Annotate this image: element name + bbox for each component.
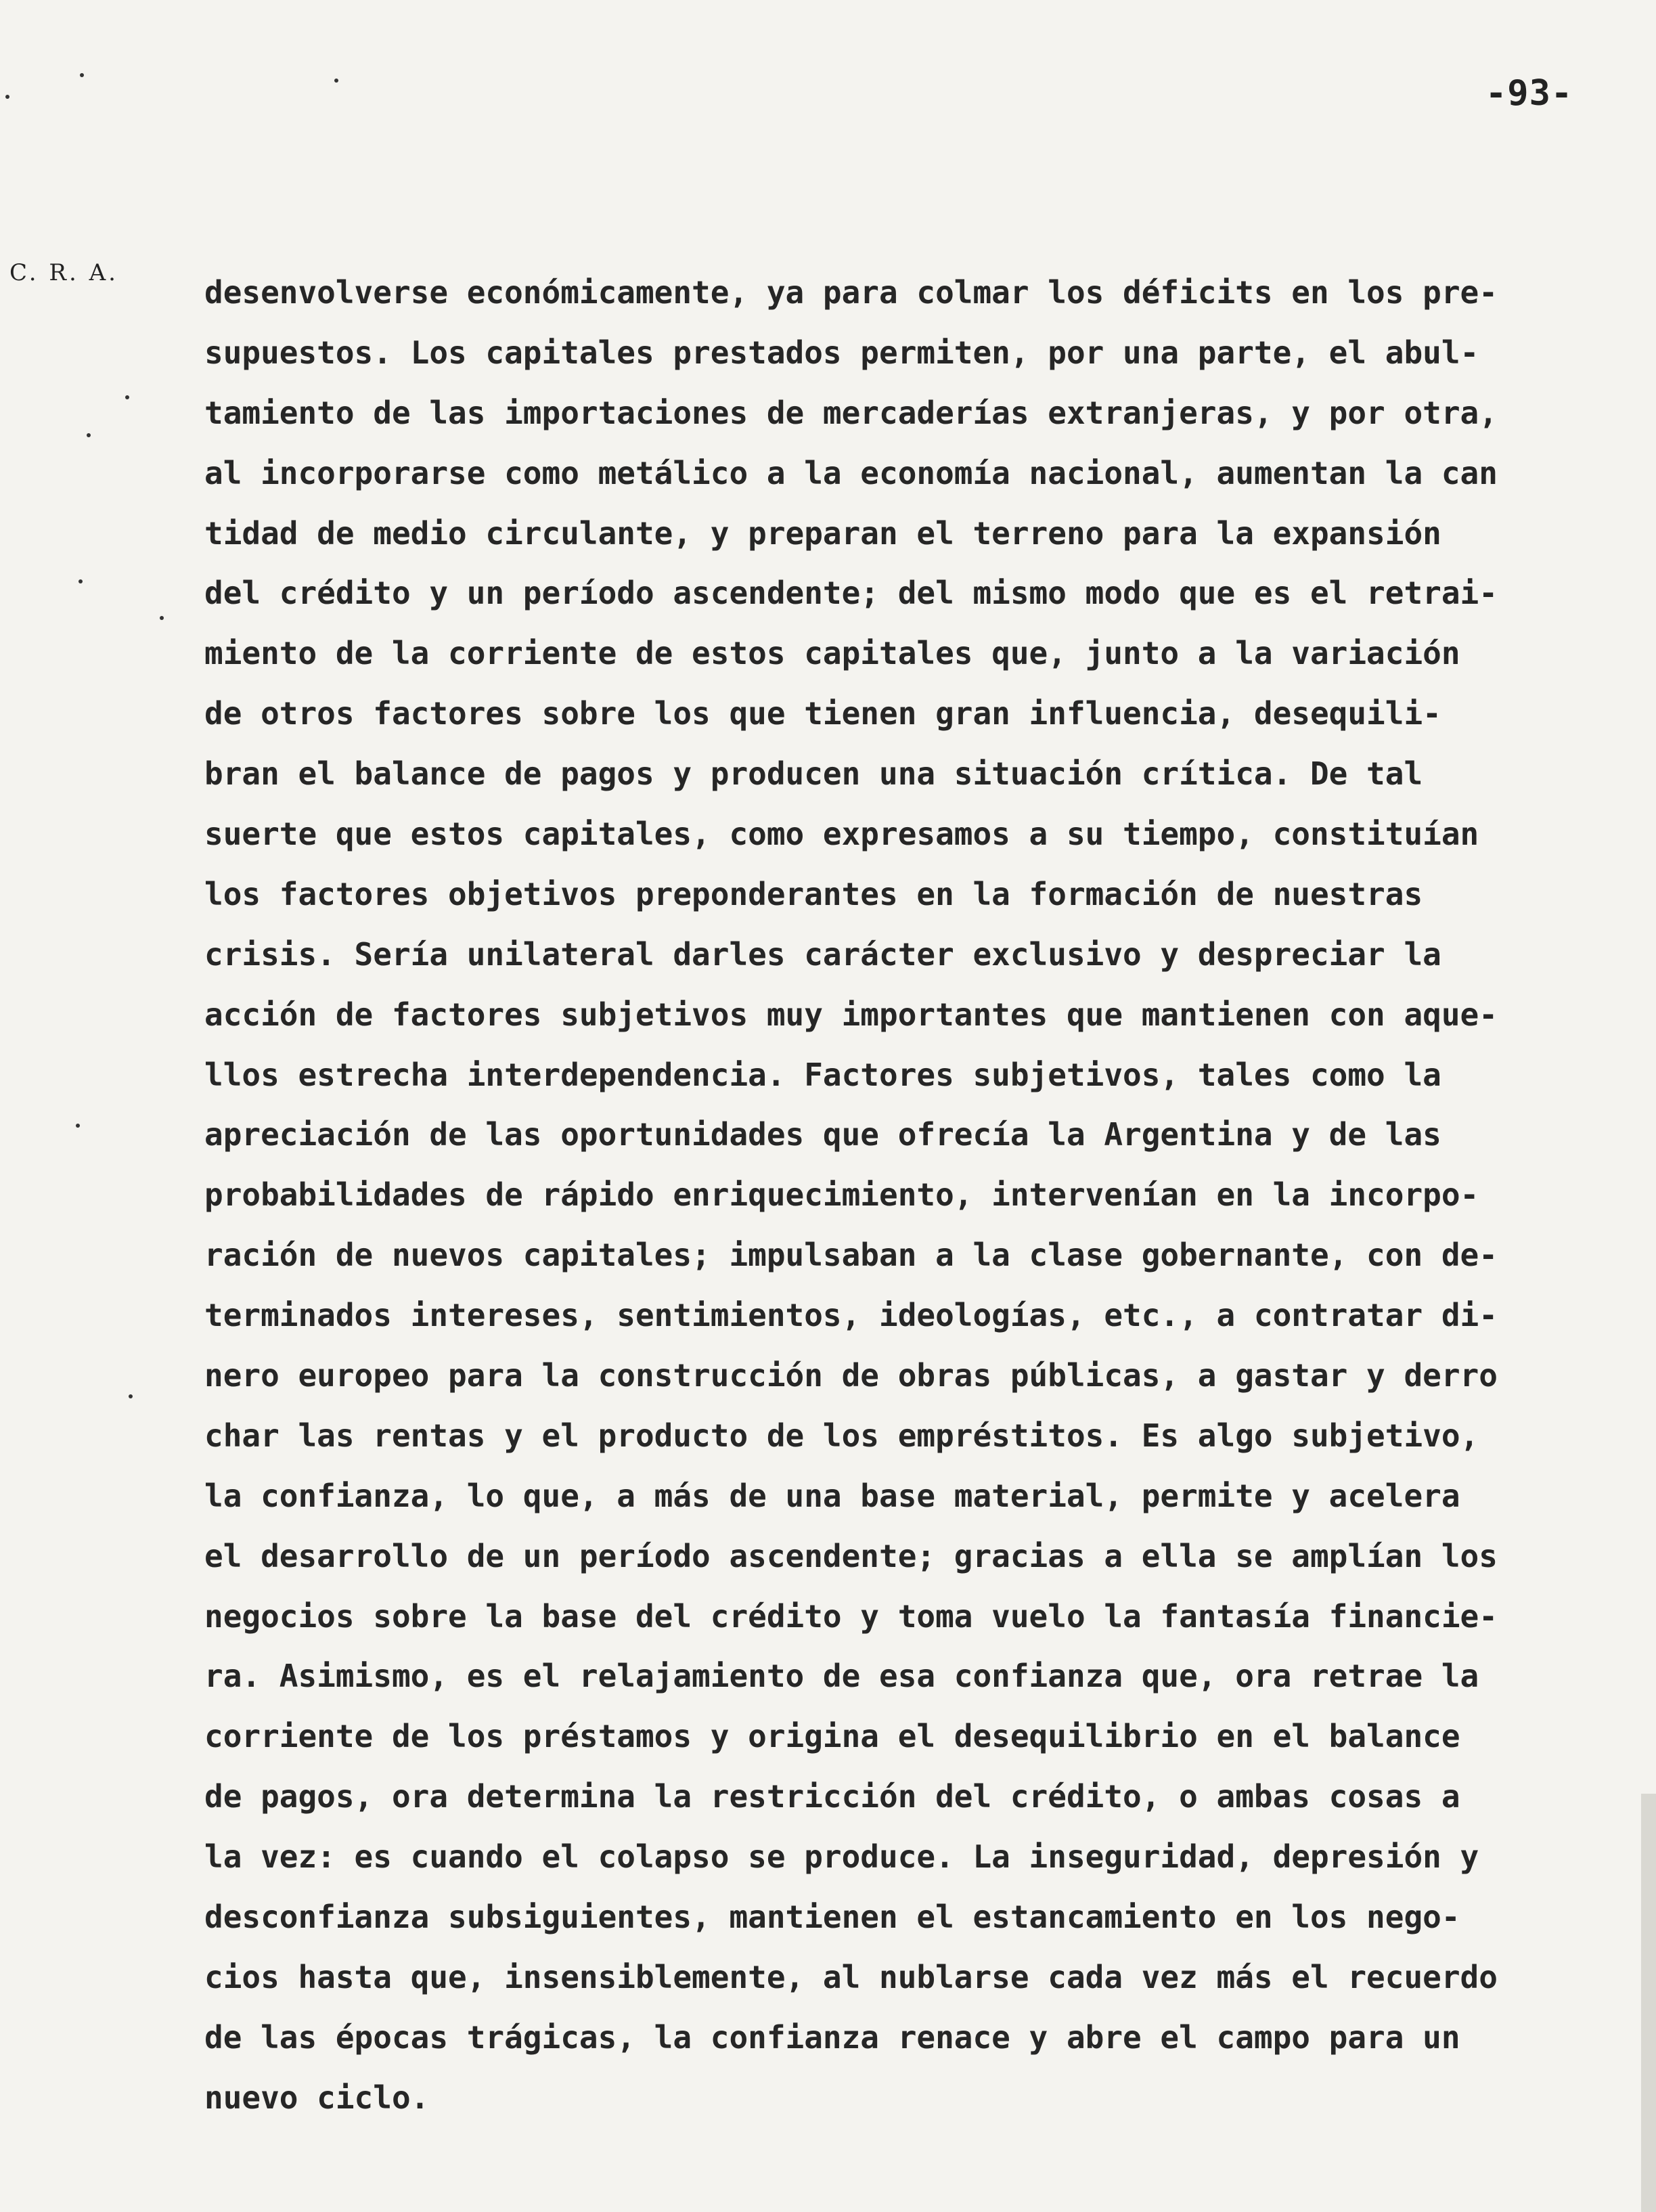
text-line: corriente de los préstamos y origina el desequilibrio en el balance — [204, 1718, 1460, 1755]
scan-speck — [160, 616, 164, 620]
text-line: ra. Asimismo, es el relajamiento de esa confianza que, ora retrae la — [204, 1658, 1479, 1695]
text-line: nero europeo para la construcción de obras públicas, a gastar y derro — [204, 1357, 1498, 1394]
scan-speck — [125, 395, 129, 399]
page-number: -93- — [1485, 73, 1573, 114]
text-line: llos estrecha interdependencia. Factores subjetivos, tales como la — [204, 1056, 1441, 1093]
text-line: crisis. Sería unilateral darles carácter exclusivo y despreciar la — [204, 935, 1441, 973]
scan-speck — [5, 95, 9, 99]
text-line: al incorporarse como metálico a la economía nacional, aumentan la can — [204, 454, 1498, 491]
text-line: la vez: es cuando el colapso se produce. La inseguridad, depresión y — [204, 1838, 1479, 1876]
text-line: ración de nuevos capitales; impulsaban a la clase gobernante, con de- — [204, 1237, 1498, 1274]
text-line: negocios sobre la base del crédito y toma vuelo la fantasía financie- — [204, 1597, 1498, 1635]
scan-speck — [129, 1394, 133, 1398]
text-line: char las rentas y el producto de los empréstitos. Es algo subjetivo, — [204, 1417, 1479, 1454]
text-line: supuestos. Los capitales prestados permiten, por una parte, el abul- — [204, 334, 1479, 371]
text-line: tidad de medio circulante, y preparan el terreno para la expansión — [204, 514, 1441, 552]
scan-speck — [79, 579, 83, 583]
text-line: del crédito y un período ascendente; del mismo modo que es el retrai- — [204, 575, 1498, 612]
text-line: nuevo ciclo. — [204, 2079, 430, 2116]
text-line: los factores objetivos preponderantes en la formación de nuestras — [204, 875, 1423, 912]
text-line: miento de la corriente de estos capitales que, junto a la variación — [204, 635, 1460, 672]
text-line: cios hasta que, insensiblemente, al nublarse cada vez más el recuerdo — [204, 1958, 1498, 1995]
scan-speck — [87, 433, 91, 437]
text-line: probabilidades de rápido enriquecimiento, intervenían en la incorpo- — [204, 1176, 1479, 1214]
text-line: el desarrollo de un período ascendente; gracias a ella se amplían los — [204, 1537, 1498, 1574]
body-text — [204, 263, 1653, 2128]
scan-speck — [334, 79, 338, 83]
text-line: desenvolverse económicamente, ya para colmar los déficits en los pre- — [204, 274, 1498, 311]
text-line: de pagos, ora determina la restricción del crédito, o ambas cosas a — [204, 1778, 1460, 1815]
text-line: desconfianza subsiguientes, mantienen el estancamiento en los nego- — [204, 1899, 1460, 1936]
text-line: de otros factores sobre los que tienen gran influencia, desequili- — [204, 695, 1441, 732]
text-line: tamiento de las importaciones de mercaderías extranjeras, y por otra, — [204, 394, 1498, 431]
margin-stamp: C. R. A. — [9, 259, 118, 286]
scan-speck — [76, 1124, 80, 1128]
text-line: suerte que estos capitales, como expresamos a su tiempo, constituían — [204, 816, 1479, 853]
text-line: acción de factores subjetivos muy importantes que mantienen con aque- — [204, 996, 1498, 1033]
text-line: bran el balance de pagos y producen una situación crítica. De tal — [204, 755, 1423, 793]
text-line: la confianza, lo que, a más de una base material, permite y acelera — [204, 1477, 1460, 1514]
text-line: terminados intereses, sentimientos, ideologías, etc., a contratar di- — [204, 1297, 1498, 1334]
scan-speck — [80, 73, 84, 77]
text-line: apreciación de las oportunidades que ofrecía la Argentina y de las — [204, 1116, 1441, 1153]
text-line: de las épocas trágicas, la confianza renace y abre el campo para un — [204, 2018, 1460, 2056]
